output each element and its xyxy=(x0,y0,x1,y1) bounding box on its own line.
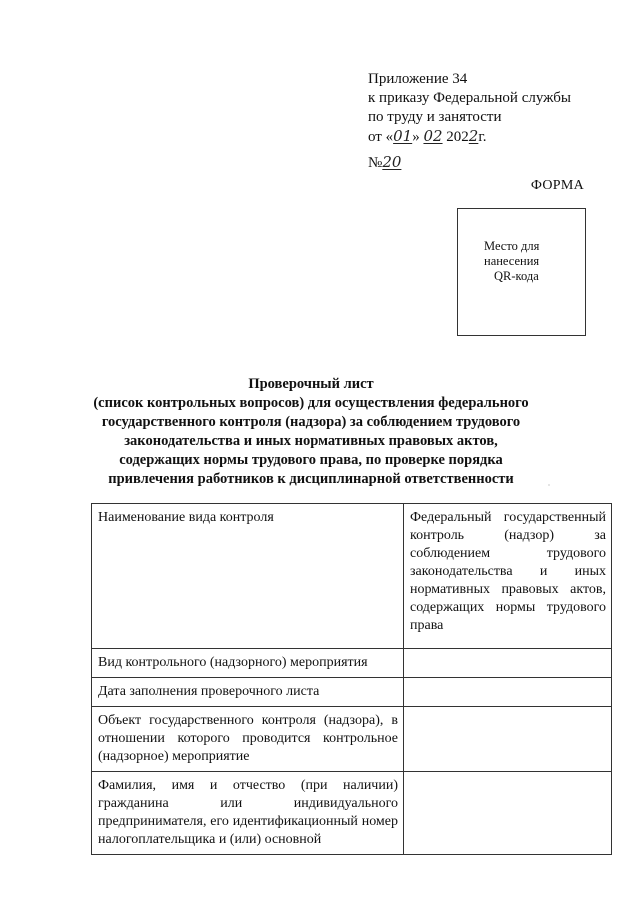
row-value[interactable] xyxy=(404,772,612,855)
table-row xyxy=(92,678,612,707)
table-row xyxy=(92,649,612,678)
row-label: Фамилия, имя и отчество (при наличии) гражданина или индивидуального предпринимателя, его идентификационный номер налогоплательщика и (или) основной xyxy=(92,772,404,855)
row-label: Наименование вида контроля xyxy=(92,504,404,649)
date-suffix: г. xyxy=(478,129,487,145)
date-year-prefix: 202 xyxy=(442,129,469,145)
appendix-line-3: по труду и занятости xyxy=(368,109,502,125)
scan-speck xyxy=(548,484,550,486)
table-row xyxy=(92,504,612,649)
row-value: Федеральный государственный контроль (надзор) за соблюдением трудового законодательства и иных нормативных правовых актов, содержащих нормы трудового права xyxy=(404,504,612,649)
appendix-line-1: Приложение 34 xyxy=(368,71,468,87)
appendix-date-line xyxy=(368,127,571,147)
row-value[interactable] xyxy=(404,649,612,678)
form-label: ФОРМА xyxy=(530,178,584,193)
row-value[interactable] xyxy=(404,678,612,707)
qr-code-placeholder xyxy=(457,208,586,336)
appendix-header xyxy=(368,70,571,173)
date-prefix: от « xyxy=(368,129,394,145)
order-number-handwritten: 20 xyxy=(382,153,402,171)
date-month-handwritten: 02 xyxy=(423,127,443,145)
document-title xyxy=(92,375,530,489)
qr-placeholder-text xyxy=(484,239,539,284)
qr-text-line-3: QR-кода xyxy=(494,269,539,283)
title-line-2: (список контрольных вопросов) для осуществления федерального государственного контроля (надзора) за соблюдением трудового законодательства и иных нормативных правовых актов, содержащих нормы трудового права, по проверке порядка привлечения работников к дисциплинарной ответственности xyxy=(93,395,529,487)
table-row xyxy=(92,707,612,772)
qr-text-line-2: нанесения xyxy=(484,254,540,268)
appendix-line-2: к приказу Федеральной службы xyxy=(368,90,572,106)
date-mid: » xyxy=(412,129,424,145)
date-year-handwritten: 2 xyxy=(468,127,479,145)
date-day-handwritten: 01 xyxy=(393,127,413,145)
table-row xyxy=(92,772,612,855)
number-sign: № xyxy=(368,155,383,171)
row-label: Вид контрольного (надзорного) мероприятия xyxy=(92,649,404,678)
row-label: Дата заполнения проверочного листа xyxy=(92,678,404,707)
qr-text-line-1: Место для xyxy=(484,239,540,253)
row-value[interactable] xyxy=(404,707,612,772)
title-line-1: Проверочный лист xyxy=(248,376,374,392)
control-table xyxy=(91,503,612,855)
order-number-line xyxy=(368,153,571,173)
row-label: Объект государственного контроля (надзора), в отношении которого проводится контрольное (надзорное) мероприятие xyxy=(92,707,404,772)
